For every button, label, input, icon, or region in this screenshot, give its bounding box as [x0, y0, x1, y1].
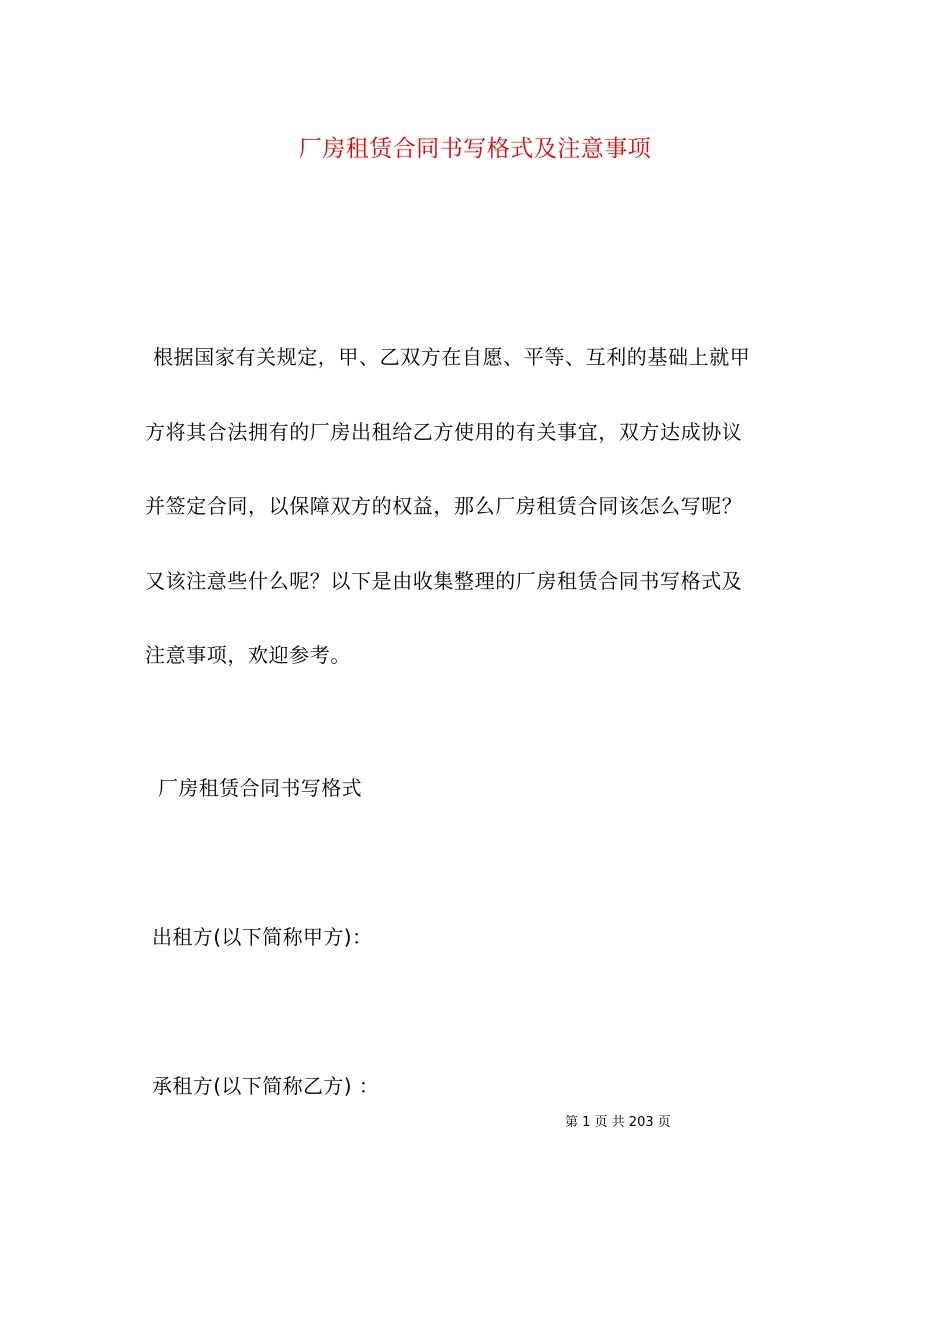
section-heading: 厂房租赁合同书写格式 [158, 776, 362, 800]
intro-line: 方将其合法拥有的厂房出租给乙方使用的有关事宜，双方达成协议 [145, 419, 743, 444]
intro-line: 根据国家有关规定，甲、乙双方在自愿、平等、互利的基础上就甲 [153, 345, 751, 369]
intro-line: 注意事项，欢迎参考。 [145, 643, 351, 667]
intro-line: 又该注意些什么呢？以下是由收集整理的厂房租赁合同书写格式及 [145, 568, 743, 593]
intro-paragraph [145, 320, 810, 693]
lessee-label: 承租方(以下简称乙方) ： [152, 1074, 380, 1098]
lessor-label: 出租方(以下简称甲方)： [152, 925, 373, 949]
document-title: 厂房租赁合同书写格式及注意事项 [298, 136, 652, 162]
page-number-footer: 第 1 页 共 203 页 [565, 1115, 671, 1130]
intro-line: 并签定合同，以保障双方的权益，那么厂房租赁合同该怎么写呢？ [145, 494, 743, 518]
